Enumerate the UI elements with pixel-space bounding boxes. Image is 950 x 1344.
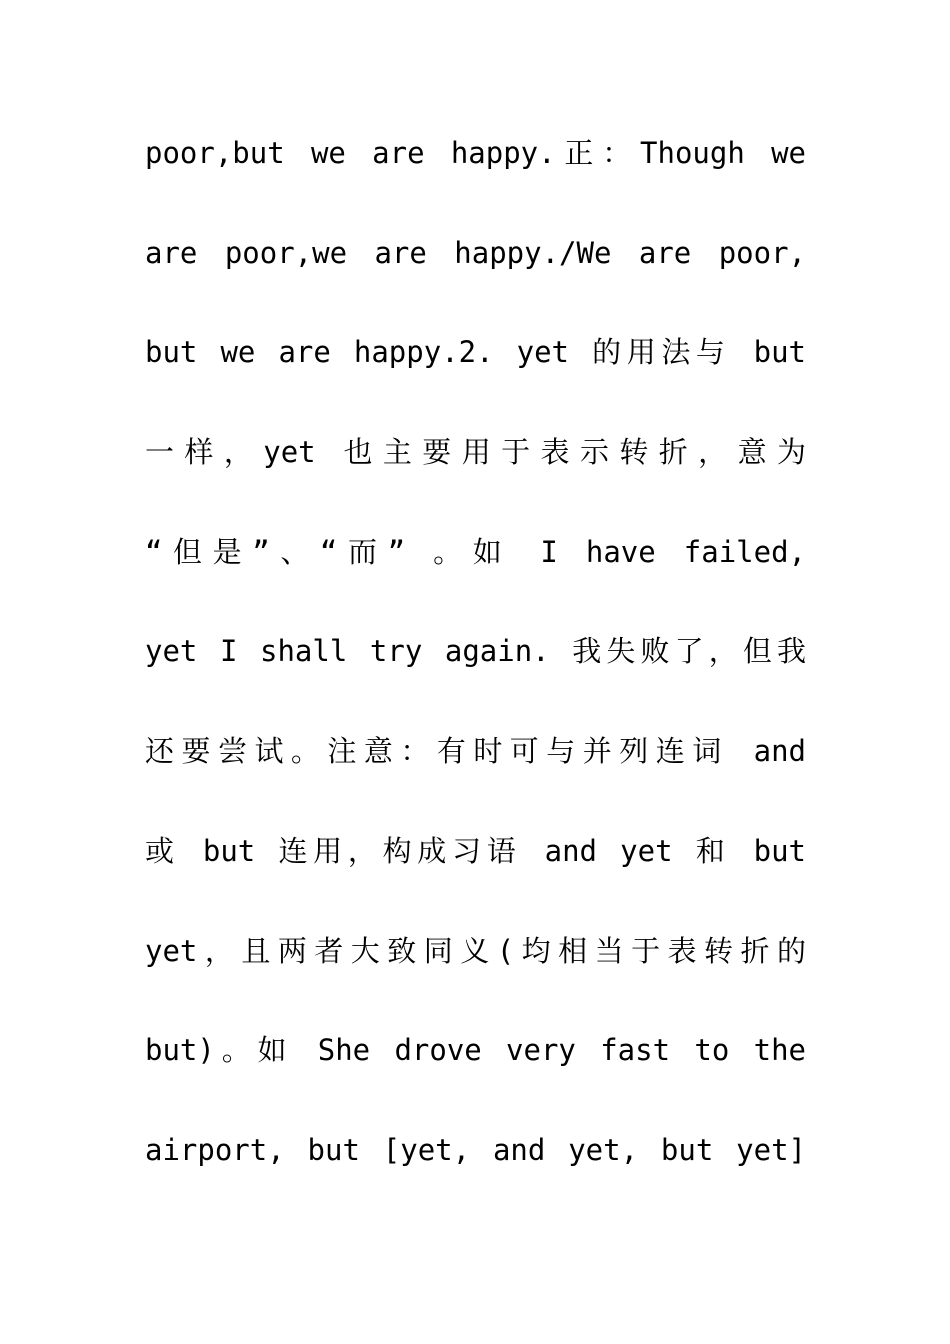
text-line: 还要尝试。注意：有时可与并列连词 and	[145, 734, 806, 769]
text-line: 或 but 连用，构成习语 and yet 和 but	[145, 833, 806, 868]
text-line: yet，且两者大致同义(均相当于表转折的	[145, 933, 806, 968]
text-line: but we are happy.2. yet 的用法与 but	[145, 335, 806, 370]
text-line: “但是”、“而” 。如 I have failed,	[145, 534, 806, 569]
text-line: 一样，yet 也主要用于表示转折，意为	[145, 435, 806, 470]
text-line: are poor,we are happy./We are poor,	[145, 235, 806, 270]
text-line: airport, but [yet, and yet, but yet]	[145, 1132, 806, 1167]
text-line: poor,but we are happy.正：Though we	[145, 136, 806, 170]
text-line: but)。如 She drove very fast to the	[145, 1033, 806, 1068]
text-line: yet I shall try again. 我失败了，但我	[145, 634, 806, 669]
body-text	[145, 120, 806, 1217]
